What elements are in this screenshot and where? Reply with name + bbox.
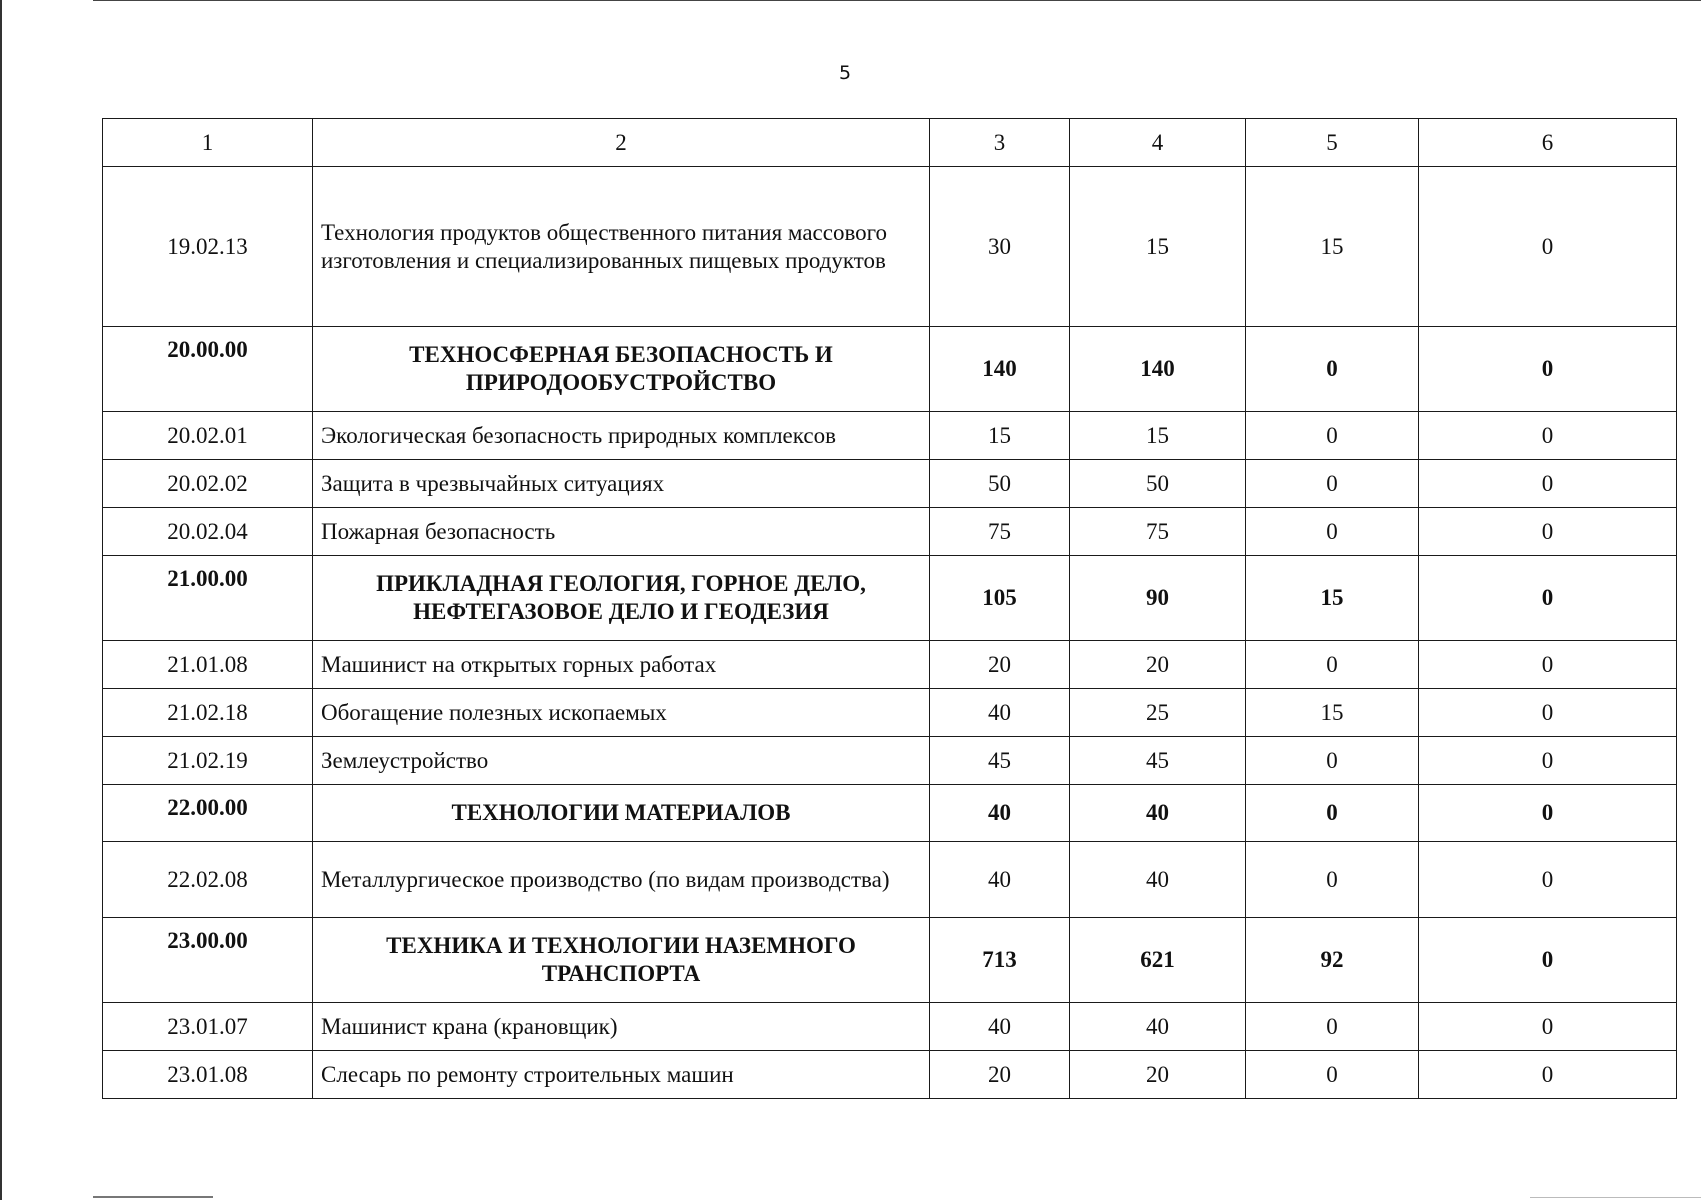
col6-cell: 0 bbox=[1419, 327, 1677, 412]
table-row bbox=[103, 842, 1677, 918]
col5-cell: 0 bbox=[1246, 1051, 1419, 1099]
header-cell-2: 2 bbox=[313, 119, 930, 167]
name-cell: Металлургическое производство (по видам производства) bbox=[313, 842, 930, 918]
scan-edge-top bbox=[93, 0, 1701, 1]
col4-cell: 45 bbox=[1070, 737, 1246, 785]
col5-cell: 0 bbox=[1246, 460, 1419, 508]
table-row bbox=[103, 167, 1677, 327]
col4-cell: 15 bbox=[1070, 412, 1246, 460]
table-row bbox=[103, 460, 1677, 508]
col3-cell: 75 bbox=[930, 508, 1070, 556]
col4-cell: 50 bbox=[1070, 460, 1246, 508]
group-row bbox=[103, 556, 1677, 641]
code-cell: 20.02.02 bbox=[103, 460, 313, 508]
col6-cell: 0 bbox=[1419, 508, 1677, 556]
name-cell: Слесарь по ремонту строительных машин bbox=[313, 1051, 930, 1099]
col3-cell: 40 bbox=[930, 1003, 1070, 1051]
name-cell: Экологическая безопасность природных комплексов bbox=[313, 412, 930, 460]
col5-cell: 15 bbox=[1246, 689, 1419, 737]
col5-cell: 0 bbox=[1246, 412, 1419, 460]
table-row bbox=[103, 641, 1677, 689]
code-cell: 23.00.00 bbox=[103, 918, 313, 1003]
table-row bbox=[103, 689, 1677, 737]
table-header-row bbox=[103, 119, 1677, 167]
table-row bbox=[103, 1051, 1677, 1099]
col6-cell: 0 bbox=[1419, 1051, 1677, 1099]
table-row bbox=[103, 1003, 1677, 1051]
col5-cell: 0 bbox=[1246, 737, 1419, 785]
col6-cell: 0 bbox=[1419, 641, 1677, 689]
header-cell-4: 4 bbox=[1070, 119, 1246, 167]
col4-cell: 90 bbox=[1070, 556, 1246, 641]
col6-cell: 0 bbox=[1419, 842, 1677, 918]
code-cell: 23.01.08 bbox=[103, 1051, 313, 1099]
col3-cell: 713 bbox=[930, 918, 1070, 1003]
col6-cell: 0 bbox=[1419, 785, 1677, 842]
code-cell: 22.02.08 bbox=[103, 842, 313, 918]
table-row bbox=[103, 412, 1677, 460]
name-cell: Защита в чрезвычайных ситуациях bbox=[313, 460, 930, 508]
col6-cell: 0 bbox=[1419, 556, 1677, 641]
group-row bbox=[103, 918, 1677, 1003]
name-cell: Машинист крана (крановщик) bbox=[313, 1003, 930, 1051]
group-row bbox=[103, 327, 1677, 412]
col5-cell: 0 bbox=[1246, 508, 1419, 556]
code-cell: 21.02.18 bbox=[103, 689, 313, 737]
col3-cell: 45 bbox=[930, 737, 1070, 785]
table-row bbox=[103, 737, 1677, 785]
data-table bbox=[102, 118, 1677, 1099]
col6-cell: 0 bbox=[1419, 737, 1677, 785]
scan-edge-left bbox=[0, 0, 2, 1200]
col6-cell: 0 bbox=[1419, 1003, 1677, 1051]
col5-cell: 0 bbox=[1246, 1003, 1419, 1051]
code-cell: 20.00.00 bbox=[103, 327, 313, 412]
col4-cell: 40 bbox=[1070, 842, 1246, 918]
code-cell: 21.01.08 bbox=[103, 641, 313, 689]
col3-cell: 20 bbox=[930, 1051, 1070, 1099]
col6-cell: 0 bbox=[1419, 689, 1677, 737]
col5-cell: 0 bbox=[1246, 327, 1419, 412]
col3-cell: 30 bbox=[930, 167, 1070, 327]
header-cell-6: 6 bbox=[1419, 119, 1677, 167]
col6-cell: 0 bbox=[1419, 460, 1677, 508]
col3-cell: 105 bbox=[930, 556, 1070, 641]
page-number: 5 bbox=[838, 62, 852, 84]
col4-cell: 20 bbox=[1070, 1051, 1246, 1099]
code-cell: 20.02.04 bbox=[103, 508, 313, 556]
col4-cell: 40 bbox=[1070, 785, 1246, 842]
col5-cell: 0 bbox=[1246, 641, 1419, 689]
table-row bbox=[103, 508, 1677, 556]
col6-cell: 0 bbox=[1419, 412, 1677, 460]
scan-edge-bottom bbox=[93, 1196, 213, 1198]
col6-cell: 0 bbox=[1419, 918, 1677, 1003]
name-cell: ПРИКЛАДНАЯ ГЕОЛОГИЯ, ГОРНОЕ ДЕЛО, НЕФТЕГАЗОВОЕ ДЕЛО И ГЕОДЕЗИЯ bbox=[313, 556, 930, 641]
code-cell: 21.00.00 bbox=[103, 556, 313, 641]
col3-cell: 40 bbox=[930, 689, 1070, 737]
col3-cell: 40 bbox=[930, 785, 1070, 842]
code-cell: 20.02.01 bbox=[103, 412, 313, 460]
col3-cell: 140 bbox=[930, 327, 1070, 412]
name-cell: ТЕХНОСФЕРНАЯ БЕЗОПАСНОСТЬ И ПРИРОДООБУСТРОЙСТВО bbox=[313, 327, 930, 412]
col5-cell: 0 bbox=[1246, 842, 1419, 918]
col4-cell: 15 bbox=[1070, 167, 1246, 327]
col3-cell: 40 bbox=[930, 842, 1070, 918]
col3-cell: 15 bbox=[930, 412, 1070, 460]
group-row bbox=[103, 785, 1677, 842]
name-cell: Пожарная безопасность bbox=[313, 508, 930, 556]
col5-cell: 0 bbox=[1246, 785, 1419, 842]
code-cell: 19.02.13 bbox=[103, 167, 313, 327]
col4-cell: 75 bbox=[1070, 508, 1246, 556]
code-cell: 23.01.07 bbox=[103, 1003, 313, 1051]
name-cell: Обогащение полезных ископаемых bbox=[313, 689, 930, 737]
col5-cell: 15 bbox=[1246, 556, 1419, 641]
col5-cell: 15 bbox=[1246, 167, 1419, 327]
col6-cell: 0 bbox=[1419, 167, 1677, 327]
col4-cell: 621 bbox=[1070, 918, 1246, 1003]
header-cell-1: 1 bbox=[103, 119, 313, 167]
scan-edge-bottom-right bbox=[1530, 1197, 1701, 1198]
table-body bbox=[103, 119, 1677, 1099]
col4-cell: 20 bbox=[1070, 641, 1246, 689]
name-cell: Землеустройство bbox=[313, 737, 930, 785]
col4-cell: 25 bbox=[1070, 689, 1246, 737]
col4-cell: 140 bbox=[1070, 327, 1246, 412]
col3-cell: 50 bbox=[930, 460, 1070, 508]
name-cell: ТЕХНИКА И ТЕХНОЛОГИИ НАЗЕМНОГО ТРАНСПОРТА bbox=[313, 918, 930, 1003]
name-cell: Технология продуктов общественного питания массового изготовления и специализированных пищевых продуктов bbox=[313, 167, 930, 327]
code-cell: 22.00.00 bbox=[103, 785, 313, 842]
name-cell: Машинист на открытых горных работах bbox=[313, 641, 930, 689]
col3-cell: 20 bbox=[930, 641, 1070, 689]
name-cell: ТЕХНОЛОГИИ МАТЕРИАЛОВ bbox=[313, 785, 930, 842]
col4-cell: 40 bbox=[1070, 1003, 1246, 1051]
code-cell: 21.02.19 bbox=[103, 737, 313, 785]
header-cell-3: 3 bbox=[930, 119, 1070, 167]
header-cell-5: 5 bbox=[1246, 119, 1419, 167]
col5-cell: 92 bbox=[1246, 918, 1419, 1003]
